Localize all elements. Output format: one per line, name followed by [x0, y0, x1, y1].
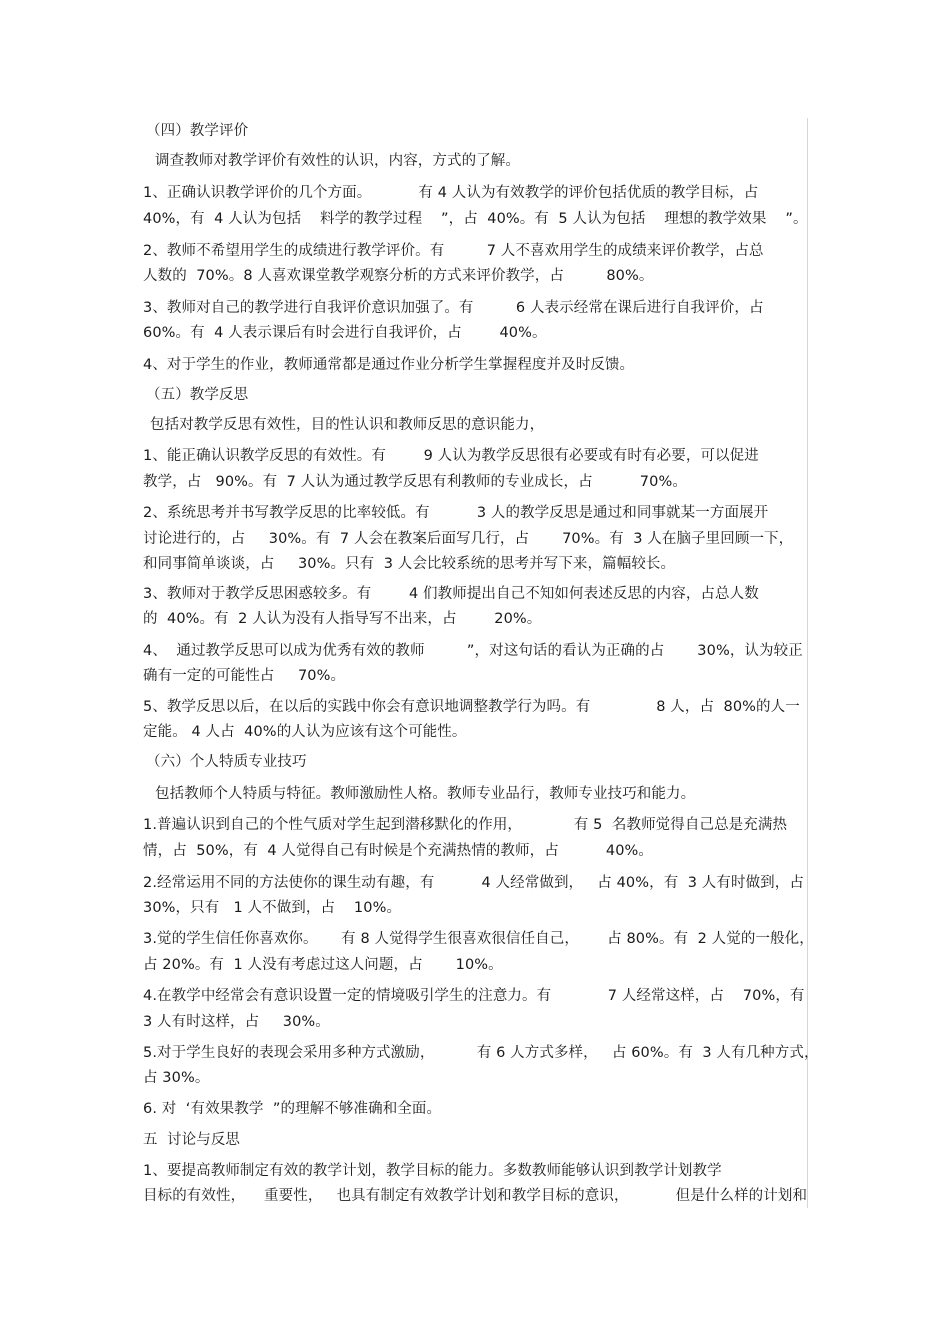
paragraph-line: 2、系统思考并书写教学反思的比率较低。有 3 人的教学反思是通过和同事就某一方面展开 [143, 505, 769, 521]
paragraph-line: 调查教师对教学评价有效性的认识，内容，方式的了解。 [155, 153, 520, 169]
paragraph-line: 教学，占 90%。有 7 人认为通过教学反思有利教师的专业成长，占 70%。 [143, 474, 687, 490]
paragraph-line: 占 30%。 [143, 1070, 210, 1086]
section-heading-teaching-evaluation: （四）教学评价 [146, 123, 249, 139]
paragraph-line: 4、 通过教学反思可以成为优秀有效的教师 ”，对这句话的看认为正确的占 30%，认为较正 [143, 643, 803, 659]
paragraph-line: 5、教学反思以后，在以后的实践中你会有意识地调整教学行为吗。有 8 人，占 80%的人一 [143, 699, 800, 715]
paragraph-line: 占 20%。有 1 人没有考虑过这人问题，占 10%。 [143, 957, 503, 973]
paragraph-line: 30%，只有 1 人不做到，占 10%。 [143, 900, 402, 916]
paragraph-line: 和同事简单谈谈，占 30%。只有 3 人会比较系统的思考并写下来，篇幅较长。 [143, 556, 676, 572]
paragraph-line: 3.觉的学生信任你喜欢你。 有 8 人觉得学生很喜欢很信任自己， 占 80%。有 2 人觉的一般化， [143, 931, 814, 947]
section-heading-discussion-reflection: 五 讨论与反思 [143, 1132, 241, 1148]
paragraph-line: 1.普遍认识到自己的个性气质对学生起到潜移默化的作用， 有 5 名教师觉得自己总是充满热 [143, 817, 788, 833]
paragraph-line: 包括对教学反思有效性，目的性认识和教师反思的意识能力， [150, 417, 545, 433]
paragraph-line: 确有一定的可能性占 70%。 [143, 668, 346, 684]
paragraph-line: 目标的有效性， 重要性， 也具有制定有效教学计划和教学目标的意识， 但是什么样的计划和 [143, 1188, 808, 1204]
paragraph-line: 40%，有 4 人认为包括 料学的教学过程 ”，占 40%。有 5 人认为包括 理想的教学效果 ”。 [143, 211, 808, 227]
paragraph-line: 4.在教学中经常会有意识设置一定的情境吸引学生的注意力。有 7 人经常这样，占 70%，有 [143, 988, 805, 1004]
paragraph-line: 的 40%。有 2 人认为没有人指导写不出来，占 20%。 [143, 611, 542, 627]
paragraph-line: 60%。有 4 人表示课后有时会进行自我评价，占 40%。 [143, 325, 547, 341]
paragraph-line: 1、能正确认识教学反思的有效性。有 9 人认为教学反思很有必要或有时有必要，可以促进 [143, 448, 759, 464]
paragraph-line: 1、正确认识教学评价的几个方面。 有 4 人认为有效教学的评价包括优质的教学目标，占 [143, 185, 759, 201]
section-heading-teaching-reflection: （五）教学反思 [146, 387, 249, 403]
paragraph-line: 定能。 4 人占 40%的人认为应该有这个可能性。 [143, 724, 467, 740]
paragraph-line: 4、对于学生的作业，教师通常都是通过作业分析学生掌握程度并及时反馈。 [143, 357, 635, 373]
paragraph-line: 3、教师对于教学反思困惑较多。有 4 们教师提出自己不知如何表述反思的内容，占总人数 [143, 586, 759, 602]
paragraph-line: 3、教师对自己的教学进行自我评价意识加强了。有 6 人表示经常在课后进行自我评价，占 [143, 300, 764, 316]
paragraph-line: 3 人有时这样，占 30%。 [143, 1014, 330, 1030]
section-heading-personal-traits: （六）个人特质专业技巧 [146, 754, 307, 770]
paragraph-line: 情，占 50%，有 4 人觉得自己有时候是个充满热情的教师，占 40%。 [143, 843, 654, 859]
paragraph-line: 人数的 70%。8 人喜欢课堂教学观察分析的方式来评价教学，占 80%。 [143, 268, 654, 284]
paragraph-line: 2、教师不希望用学生的成绩进行教学评价。有 7 人不喜欢用学生的成绩来评价教学，占总 [143, 243, 764, 259]
paragraph-line: 2.经常运用不同的方法使你的课生动有趣，有 4 人经常做到， 占 40%，有 3 人有时做到，占 [143, 875, 804, 891]
paragraph-line: 6. 对 ‘有效果教学 ”的理解不够准确和全面。 [143, 1101, 442, 1117]
paragraph-line: 包括教师个人特质与特征。教师激励性人格。教师专业品行，教师专业技巧和能力。 [155, 786, 696, 802]
paragraph-line: 5.对于学生良好的表现会采用多种方式激励， 有 6 人方式多样， 占 60%。有 3 人有几种方式， [143, 1045, 819, 1061]
paragraph-line: 讨论进行的，占 30%。有 7 人会在教案后面写几行，占 70%。有 3 人在脑子里回顾一下， [143, 531, 794, 547]
paragraph-line: 1、要提高教师制定有效的教学计划，教学目标的能力。多数教师能够认识到教学计划教学 [143, 1163, 722, 1179]
